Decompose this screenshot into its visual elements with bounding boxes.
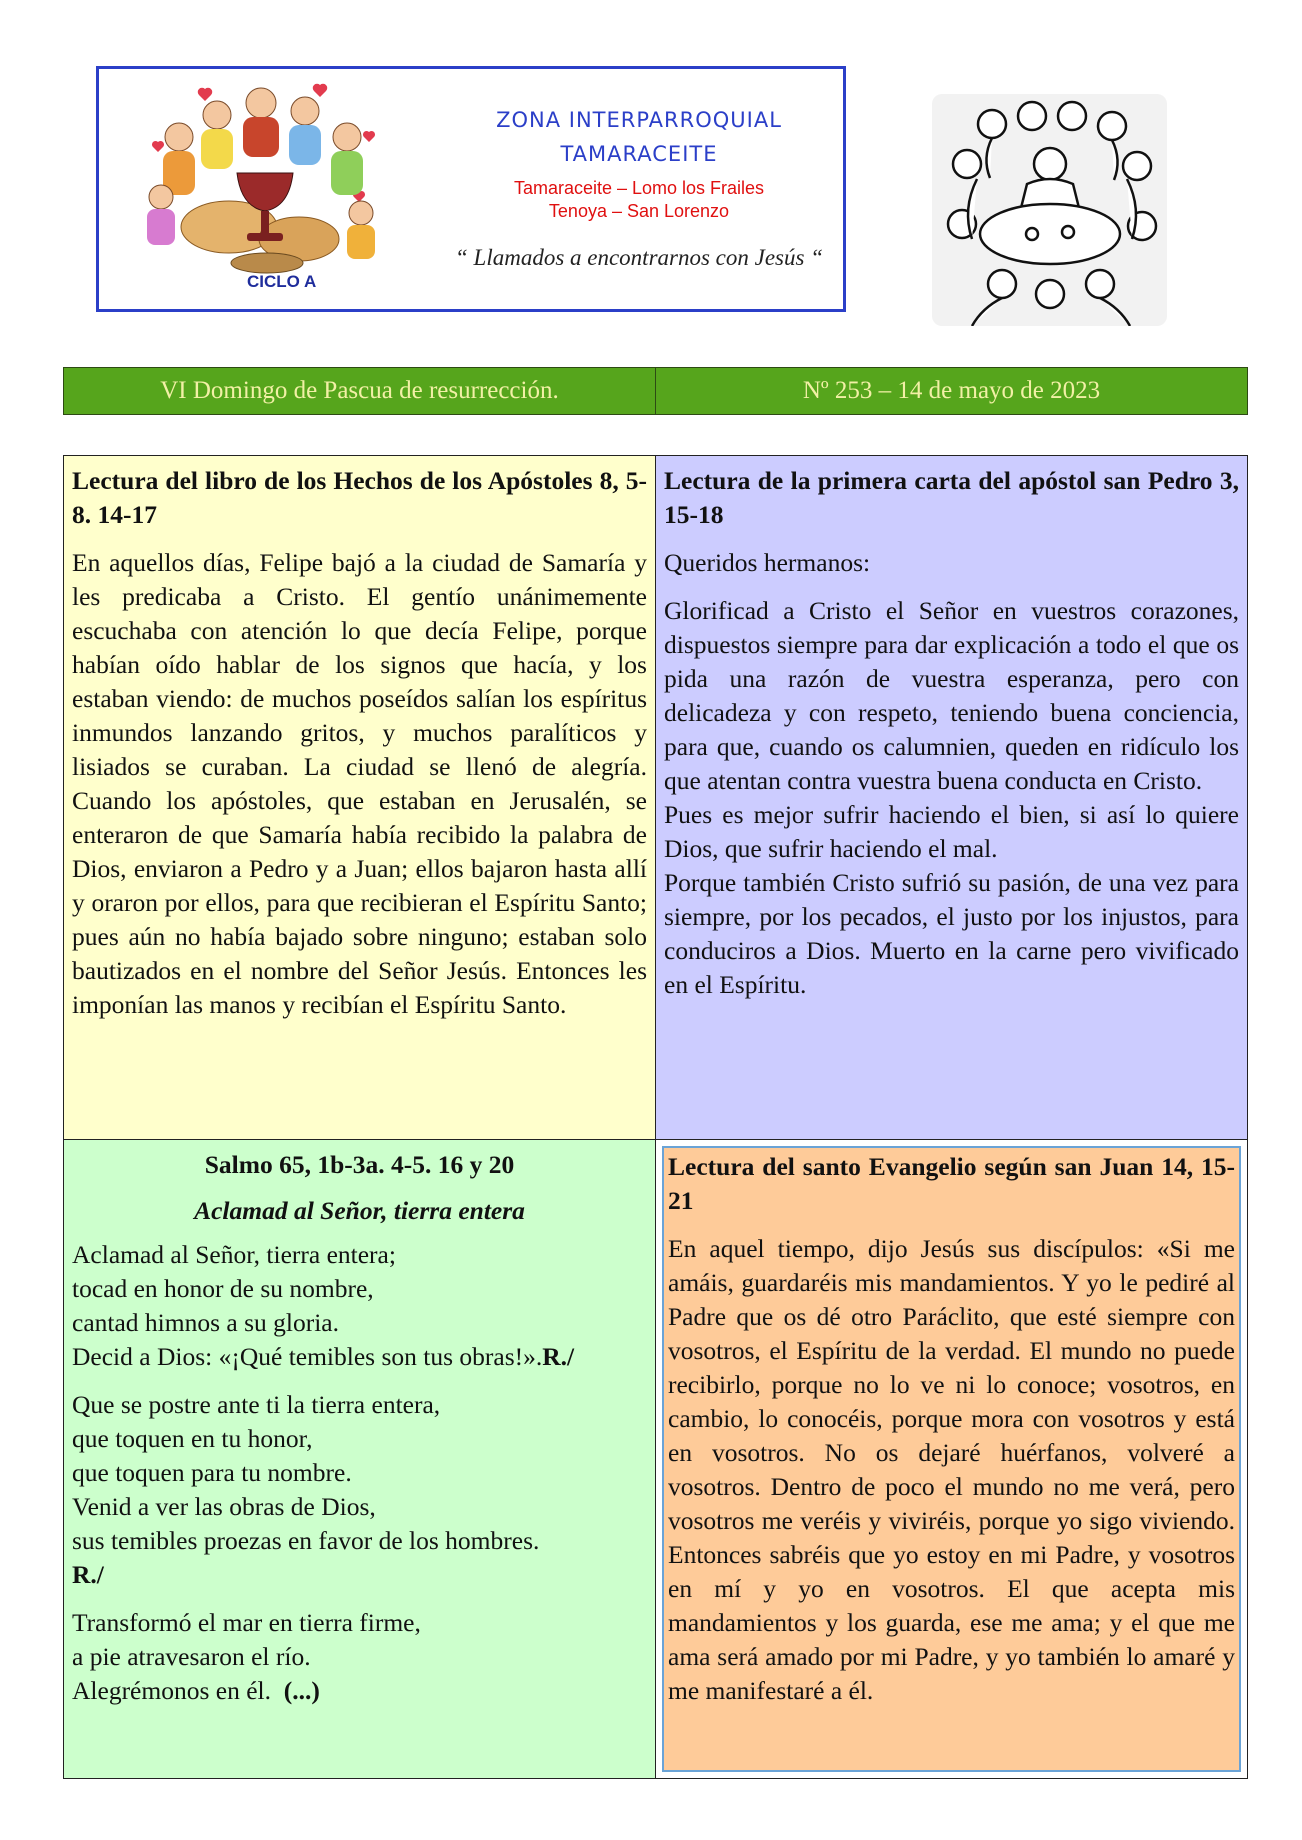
last-supper-sketch-icon bbox=[932, 94, 1167, 326]
psalm-cell bbox=[64, 1140, 656, 1778]
psalm-line: a pie atravesaron el río. bbox=[72, 1642, 311, 1671]
psalm-line: cantad himnos a su gloria. bbox=[72, 1308, 339, 1337]
header-title-line1: ZONA INTERPARROQUIAL bbox=[496, 108, 782, 132]
parishes-line1: Tamaraceite – Lomo los Frailes bbox=[513, 178, 765, 198]
psalm-stanza-3 bbox=[72, 1606, 647, 1708]
psalm-line: Aclamad al Señor, tierra entera; bbox=[72, 1240, 396, 1269]
psalm-line: Transformó el mar en tierra firme, bbox=[72, 1608, 421, 1637]
sunday-title: VI Domingo de Pascua de resurrección. bbox=[64, 368, 656, 414]
psalm-line: Que se postre ante ti la tierra entera, bbox=[72, 1390, 441, 1419]
gospel-title: Lectura del santo Evangelio según san Juan 14, 15-21 bbox=[668, 1152, 1235, 1215]
readings-grid bbox=[63, 455, 1248, 1779]
psalm-response: R./ bbox=[72, 1560, 104, 1589]
psalm-line-text: Alegrémonos en él. bbox=[72, 1676, 271, 1705]
header-title bbox=[439, 103, 839, 171]
first-reading-cell bbox=[64, 456, 656, 1140]
gospel-box bbox=[662, 1146, 1241, 1772]
header-cycle: CICLO A bbox=[247, 272, 317, 291]
psalm-response: R./ bbox=[542, 1342, 575, 1371]
psalm-ellipsis: (...) bbox=[283, 1676, 320, 1705]
first-reading-text: En aquellos días, Felipe bajó a la ciudad de Samaría y les predicaba a Cristo. El gentío unánimemente escuchaba con atención lo que decía Felipe, porque habían oído hablar de los signos que hacía, y los estaban viendo: de muchos poseídos salían los espíritus inmundos lanzando gritos, y muchos paralíticos y lisiados se curaban. La ciudad se llenó de alegría. Cuando los apóstoles, que estaban en Jerusalén, se enteraron de que Samaría había recibido la palabra de Dios, enviaron a Pedro y a Juan; ellos bajaron hasta allí y oraron por ellos, para que recibieran el Espíritu Santo; pues aún no había bajado sobre ninguno; estaban solo bautizados en el nombre del Señor Jesús. Entonces les imponían las manos y recibían el Espíritu Santo. bbox=[72, 548, 647, 1019]
issue-date: Nº 253 – 14 de mayo de 2023 bbox=[802, 377, 1101, 404]
psalm-line bbox=[72, 1340, 647, 1374]
gospel-text: En aquel tiempo, dijo Jesús sus discípulos: «Si me amáis, guardaréis mis mandamientos. Y yo le pediré al Padre que os dé otro Paráclito, que esté siempre con vosotros, el Espíritu de la verdad. El mundo no puede recibirlo, porque no lo ve ni lo conoce; vosotros, en cambio, lo conocéis, porque mora con vosotros y está en vosotros. No os dejaré huérfanos, volveré a vosotros. Dentro de poco el mundo no me verá, pero vosotros me veréis y viviréis, porque yo sigo viviendo. Entonces sabréis que yo estoy en mi Padre, y vosotros en mí y yo en vosotros. El que acepta mis mandamientos y los guarda, ese me ama; y el que me ama será amado por mi Padre, y yo también lo amaré y me manifestaré a él. bbox=[668, 1234, 1235, 1705]
date-bar bbox=[63, 367, 1248, 415]
psalm-line: que toquen para tu nombre. bbox=[72, 1458, 352, 1487]
psalm-line: sus temibles proezas en favor de los hombres. bbox=[72, 1526, 540, 1555]
community-eucharist-illustration-icon bbox=[139, 77, 389, 277]
psalm-line-text: Decid a Dios: «¡Qué temibles son tus obras!». bbox=[72, 1342, 543, 1371]
psalm-line bbox=[72, 1674, 647, 1708]
second-reading-cell bbox=[656, 456, 1247, 1140]
second-reading-p1: Glorificad a Cristo el Señor en vuestros corazones, dispuestos siempre para dar explicación a todo el que os pida una razón de vuestra esperanza, pero con delicadeza y con respeto, teniendo buena conciencia, para que, cuando os calumnien, queden en ridículo los que atentan contra vuestra buena conducta en Cristo. bbox=[664, 596, 1239, 795]
header-title-line2: TAMARACEITE bbox=[560, 142, 718, 166]
second-reading-salutation: Queridos hermanos: bbox=[664, 548, 871, 577]
second-reading-p3: Porque también Cristo sufrió su pasión, de una vez para siempre, por los pecados, el justo por los injustos, para conduciros a Dios. Muerto en la carne pero vivificado en el Espíritu. bbox=[664, 868, 1239, 999]
header-parishes bbox=[439, 177, 839, 223]
psalm-stanza-1 bbox=[72, 1238, 647, 1374]
gospel-cell bbox=[656, 1140, 1247, 1778]
parishes-line2: Tenoya – San Lorenzo bbox=[548, 201, 730, 221]
second-reading-p2: Pues es mejor sufrir haciendo el bien, si así lo quiere Dios, que sufrir haciendo el mal. bbox=[664, 800, 1239, 863]
psalm-reference: Salmo 65, 1b-3a. 4-5. 16 y 20 bbox=[204, 1150, 515, 1179]
header-motto: “ Llamados a encontrarnos con Jesús “ bbox=[454, 245, 823, 270]
second-reading-title: Lectura de la primera carta del apóstol san Pedro 3, 15-18 bbox=[664, 466, 1239, 529]
psalm-stanza-2 bbox=[72, 1388, 647, 1592]
psalm-antiphon: Aclamad al Señor, tierra entera bbox=[194, 1196, 525, 1225]
header-box bbox=[96, 66, 846, 312]
psalm-line: tocad en honor de su nombre, bbox=[72, 1274, 374, 1303]
first-reading-title: Lectura del libro de los Hechos de los Apóstoles 8, 5-8. 14-17 bbox=[72, 466, 647, 529]
psalm-line: que toquen en tu honor, bbox=[72, 1424, 313, 1453]
psalm-line: Venid a ver las obras de Dios, bbox=[72, 1492, 376, 1521]
